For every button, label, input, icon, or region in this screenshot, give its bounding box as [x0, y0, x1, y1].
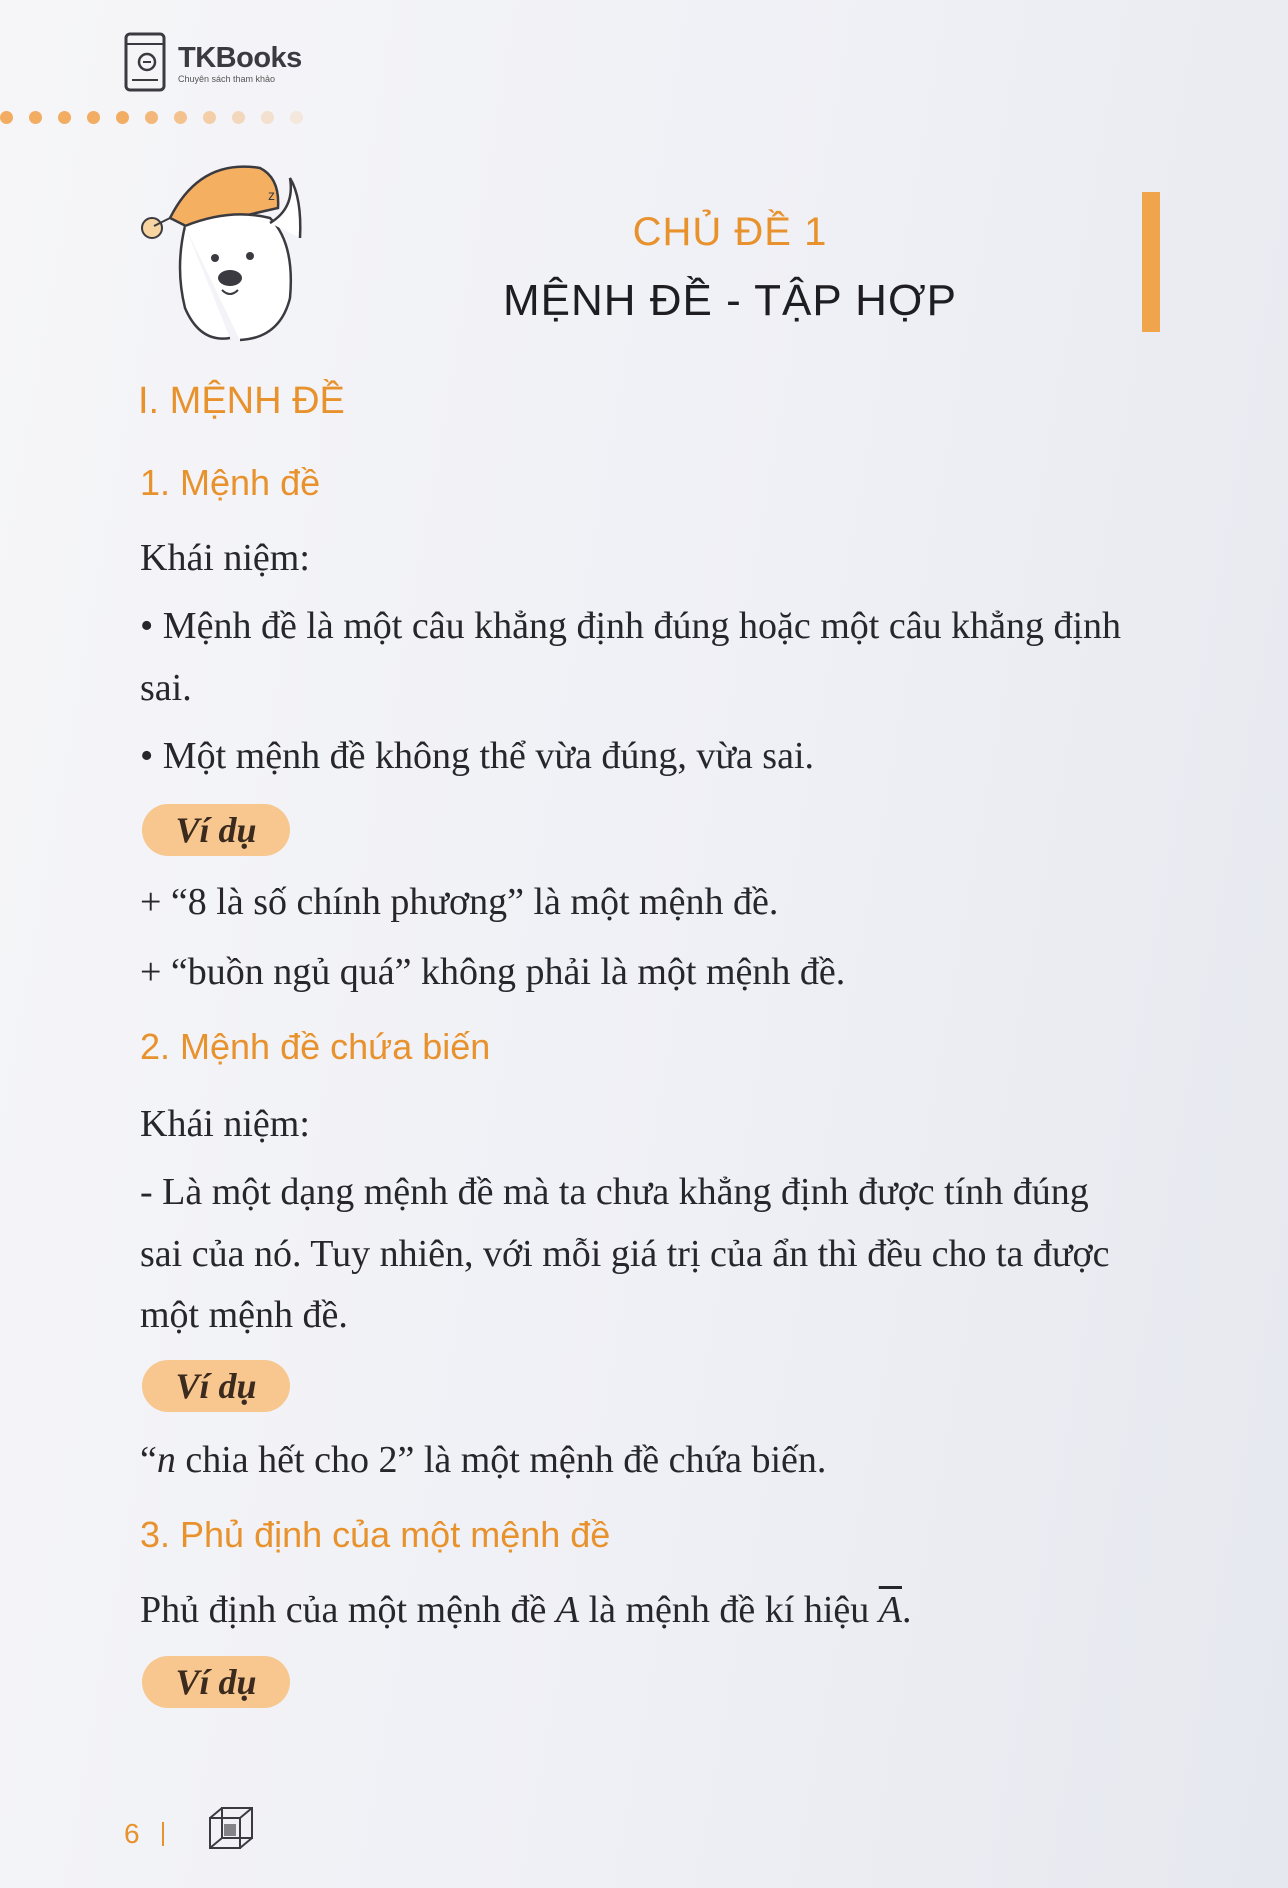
definition-bullet-continued: sai.	[140, 667, 192, 709]
sleepy-otter-mascot-icon	[130, 148, 320, 348]
cube-icon	[206, 1804, 256, 1854]
negation-definition: Phủ định của một mệnh đề A là mệnh đề kí hiệu $\overline{A}$.	[140, 1589, 912, 1631]
subsection-heading: 1. Mệnh đề	[140, 462, 321, 503]
svg-text:z: z	[268, 187, 275, 203]
page-number-separator	[162, 1822, 164, 1846]
definition-line: một mệnh đề.	[140, 1294, 348, 1336]
definition-bullet: • Mệnh đề là một câu khẳng định đúng hoặc một câu khẳng định	[140, 605, 1122, 647]
chapter-title: MỆNH ĐỀ - TẬP HỢP	[502, 276, 958, 325]
definition-line: - Là một dạng mệnh đề mà ta chưa khẳng định được tính đúng	[140, 1171, 1089, 1213]
example-badge: Ví dụ	[142, 1360, 290, 1412]
concept-label: Khái niệm:	[140, 1103, 310, 1145]
logo-tagline: Chuyên sách tham khảo	[178, 74, 276, 84]
chapter-label: CHỦ ĐỀ 1	[632, 210, 828, 254]
chapter-accent-bar	[1142, 192, 1160, 332]
variable-n: n	[156, 1439, 176, 1481]
example-line: + “8 là số chính phương” là một mệnh đề.	[140, 881, 779, 923]
book-logo-icon	[122, 30, 172, 96]
example-line: “n chia hết cho 2” là một mệnh đề chứa biến.	[140, 1439, 827, 1481]
definition-line: sai của nó. Tuy nhiên, với mỗi giá trị của ẩn thì đều cho ta được	[140, 1233, 1110, 1275]
variable-a-bar: $\overline{A}$	[878, 1589, 902, 1631]
variable-a: A	[555, 1589, 580, 1631]
example-badge: Ví dụ	[142, 804, 290, 856]
page-number: 6	[124, 1818, 140, 1849]
subsection-heading: 3. Phủ định của một mệnh đề	[140, 1514, 611, 1555]
definition-bullet: • Một mệnh đề không thể vừa đúng, vừa sai.	[140, 735, 814, 777]
subsection-heading: 2. Mệnh đề chứa biến	[140, 1026, 491, 1067]
logo-name: TKBooks	[178, 42, 302, 74]
concept-label: Khái niệm:	[140, 537, 310, 579]
example-line: + “buồn ngủ quá” không phải là một mệnh đề.	[140, 951, 846, 993]
example-badge: Ví dụ	[142, 1656, 290, 1708]
section-heading: I. MỆNH ĐỀ	[138, 380, 345, 422]
publisher-logo	[122, 30, 302, 96]
